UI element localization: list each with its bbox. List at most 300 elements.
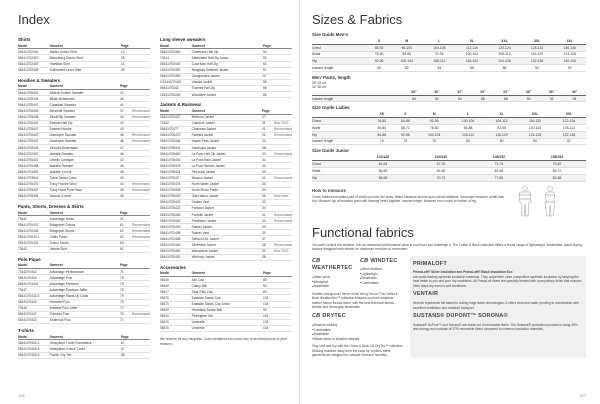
index-column-header: Garment [50, 84, 120, 90]
ventair-logo: VENTAIR [413, 291, 439, 298]
table-row [312, 125, 586, 132]
size-column-header: 40" [563, 89, 586, 95]
model-cell: 05441/70043-1 [18, 234, 50, 240]
measure-title: How to measure [312, 187, 346, 193]
garment-cell: Seabrook Polo [50, 317, 120, 323]
note-cell: Recommand [131, 188, 150, 193]
page-cell: 46 [120, 163, 132, 169]
drytec-text: Stay cool and dry with the Cutter & Buck CB DryTec™ collection. Wicking moisture away from the body for comfort, these garments are designed to conquer heat and humidity. [312, 344, 404, 358]
page-cell: 34 [262, 205, 274, 211]
size-cell: Waist [312, 125, 370, 132]
note-cell [132, 246, 150, 252]
model-cell: 05441/70042 [160, 175, 192, 181]
note-cell [274, 254, 292, 260]
garment-cell: Everest Half Zip [50, 120, 120, 126]
page-cell: 72 [120, 305, 132, 311]
size-column-header: XXL [488, 38, 521, 44]
table-row [312, 167, 586, 174]
index-column-header: Model [18, 210, 50, 216]
female-figure-icon [539, 185, 561, 217]
size-guide-title: Size Guide Ladies [312, 105, 350, 111]
sizes-title: Sizes & Fabrics [312, 12, 403, 27]
page-cell: 47 [120, 108, 132, 114]
model-cell: 05441/705449 [18, 144, 50, 150]
garment-cell: Rainier Vest [192, 230, 262, 236]
index-column-header: Garment [50, 334, 121, 340]
table-row [312, 118, 586, 125]
model-cell: 05440 [160, 277, 192, 283]
size-column-header: 36" [517, 89, 540, 95]
page-cell: 40 [120, 114, 132, 120]
size-cell: Chest [312, 161, 354, 168]
garment-cell: Mission Jacket [192, 175, 262, 181]
feature-item: ● Breathable [312, 284, 356, 288]
size-table [312, 38, 586, 72]
page-cell: 34 [262, 187, 274, 193]
size-column-header: XXL [518, 111, 552, 117]
garment-cell: Hemsted Polo [50, 299, 120, 305]
size-column-header: 4XL [553, 38, 586, 44]
note-cell: Recommand [131, 222, 150, 227]
garment-cell: Ash Cap [192, 277, 263, 283]
garment-cell: Kinnaird Buttermark [50, 144, 120, 150]
index-column-header: Garment [192, 43, 263, 49]
index-column-2 [160, 33, 292, 359]
model-cell: 73442/70442 [18, 269, 50, 275]
table-row [312, 174, 586, 181]
size-table [312, 154, 586, 181]
model-cell: 15441/700474 [160, 181, 192, 187]
model-cell: 05441/705405 [160, 187, 192, 193]
note-cell: Recommand [131, 235, 150, 240]
garment-cell: Blarudberg Denim Shirt [50, 55, 121, 61]
page-cell: 33 [262, 163, 274, 169]
size-column-header: 146/152 [470, 154, 528, 160]
model-cell: 05409 [160, 307, 192, 313]
garment-cell: Advantage Performance [50, 269, 120, 275]
page-cell: 46 [120, 138, 132, 144]
page-cell: 33 [262, 151, 274, 157]
garment-cell: Pinehighte Hat [192, 313, 263, 319]
model-cell: 05441/705405 [18, 108, 50, 114]
model-cell: 05441/700435 [18, 228, 50, 234]
model-cell: 05441/705488 [18, 163, 50, 169]
page-cell: 43 [120, 126, 132, 132]
size-cell: 108-112 [451, 131, 485, 138]
garment-cell: Heavyland T-shirt Roundneck [50, 340, 121, 346]
garment-cell: Rainier Jacket [192, 224, 262, 230]
index-section-title: Hoodies & Sweaters [18, 77, 61, 83]
page-cell: 79 [120, 293, 132, 299]
garment-cell: Fairfield Jacket [192, 132, 262, 138]
size-column-header: 3XL [521, 38, 554, 44]
model-cell: 05441/705402 [160, 199, 192, 205]
garment-cell: North Shore Pants [192, 187, 262, 193]
size-cell: 124-128 [488, 58, 521, 65]
page-number-right: 107 [579, 393, 586, 398]
size-cell: 84-88 [394, 118, 418, 125]
garment-cell: La Push Stretch Jacket [192, 163, 262, 169]
size-column-header: M [390, 38, 423, 44]
garment-cell: Pacific City Tee [50, 352, 121, 358]
size-cell: 84-88 [451, 125, 485, 132]
page-cell: 61 [120, 222, 132, 228]
page-cell: 104 [263, 325, 275, 331]
model-cell: 05441/703427 [160, 114, 192, 120]
size-cell: 122-126 [552, 118, 586, 125]
garment-cell: Tracy Hoodie Wool [50, 181, 120, 187]
size-cell: 92-96 [417, 118, 451, 125]
size-cell: 124-128 [518, 131, 552, 138]
size-cell: 68-72 [394, 125, 418, 132]
size-cell: Waist [312, 51, 368, 58]
size-cell: 108-112 [423, 58, 456, 65]
garment-cell: Silverdale Jacket [192, 242, 262, 248]
garment-cell: Cashy Belt [192, 283, 263, 289]
size-sub: 28" 32 cm [312, 80, 327, 85]
feature-item: ● Breathable [360, 276, 404, 280]
index-column-header: Page [120, 263, 132, 269]
garment-cell: Osalier Vest [192, 199, 262, 205]
fabric-col-2 [410, 256, 586, 358]
page-cell: 34 [262, 157, 274, 163]
garment-cell: Gauguedera Jacket [192, 73, 263, 79]
model-cell: 1/13442/70442 [160, 79, 192, 85]
garment-cell: Solent Shorts [50, 240, 120, 246]
fabric-col-1 [312, 256, 404, 358]
size-cell: 80 [403, 95, 426, 102]
size-cell: 120-124 [488, 44, 521, 51]
size-cell: 104-108 [423, 44, 456, 51]
size-cell: 90 [517, 95, 540, 102]
size-column-header: 30" [426, 89, 449, 95]
size-column-header: 38" [540, 89, 563, 95]
table-row [312, 138, 586, 145]
page-cell: 45 [120, 187, 132, 193]
model-cell: 05441/700440 [160, 61, 192, 67]
index-table [18, 84, 150, 200]
size-cell: 88-92 [368, 44, 391, 51]
size-cell: 92-96 [423, 51, 456, 58]
primaloft-heading: PrimaLoft® Silver Insulation and PrimaLoft® Black Insulation Eco [413, 270, 513, 275]
sorona-text: Sustans® DuPont™ and Sorona® are made out of renewable fibers. The Sustans® production process is using 30% less energy and consists of 37% renewable fibers compared to common insulation materials. [413, 322, 578, 332]
windtec-logo: CB WINDTEC [360, 257, 398, 264]
ladies-size-guide [312, 105, 586, 145]
model-cell: 05441/700400 [160, 254, 192, 260]
garment-cell: Woodslee Jacket [192, 92, 263, 98]
junior-size-guide [312, 148, 586, 181]
size-cell: 96-100 [390, 44, 423, 51]
model-cell: 05441/700440 [160, 242, 192, 248]
model-cell: 05441/702407 [18, 61, 50, 67]
page-cell: 104 [263, 313, 275, 319]
model-cell: 05441/705407 [18, 102, 50, 108]
page-cell: 36 [262, 193, 274, 199]
table-row [312, 51, 586, 58]
garment-cell: Oak Harbor Jacket [192, 193, 262, 199]
index-section-title: Pants, Shorts, Dresses & Skirts [18, 203, 84, 209]
index-column-header: Garment [50, 43, 121, 49]
size-cell: 116-120 [521, 51, 554, 58]
model-cell: 73447 [18, 287, 50, 293]
size-column-header: 28" [403, 89, 426, 95]
garment-cell: Neuglass Softshell Jacket [192, 67, 263, 73]
index-column-header: Page [120, 210, 132, 216]
size-cell: 78 [394, 138, 418, 145]
size-cell: Waist [312, 167, 354, 174]
index-section-title: Long sleeve sweaters [160, 37, 206, 42]
sizes-page [300, 0, 600, 404]
note-cell: New color [274, 193, 292, 199]
garment-cell: Portland Jacket [192, 205, 262, 211]
size-column-header: 3XL [552, 111, 586, 117]
table-row [18, 67, 150, 73]
size-cell: 65-68 [354, 174, 412, 181]
feature-item: ● Allows fabric to breathe naturally [312, 337, 404, 341]
model-cell: 05441/705454 [18, 193, 50, 199]
size-cell: 90 [521, 65, 554, 72]
size-cell: Hip [312, 131, 370, 138]
model-cell: 05441/703497 [18, 169, 50, 175]
page-cell: 47 [120, 144, 132, 150]
size-cell: 80 [368, 65, 391, 72]
size-cell: Hip [312, 174, 354, 181]
index-column-header: Model [18, 263, 50, 269]
page-cell: 78 [120, 287, 132, 293]
male-figure-icon [514, 185, 536, 217]
model-cell: 05441/70440 [160, 85, 192, 91]
garment-cell: Pendleton Jacket [192, 218, 262, 224]
index-table [160, 108, 292, 261]
size-cell: 84-88 [390, 51, 423, 58]
page-cell: 33 [262, 138, 274, 144]
page-cell: 68 [121, 352, 133, 358]
page-cell: 62 [120, 228, 132, 234]
garment-cell: Viscula Jacket [192, 79, 263, 85]
size-cell: 73-76 [470, 161, 528, 168]
page-cell: 71 [120, 269, 132, 275]
size-cell: 100-104 [390, 58, 423, 65]
index-section-title: Polo Pique [18, 256, 41, 262]
size-cell: 100-104 [456, 51, 489, 58]
index-column-header: Model [18, 334, 50, 340]
model-cell: 05441/702408 [160, 230, 192, 236]
garment-cell: Coca Mac Half Zip [192, 61, 263, 67]
page-cell: 57 [263, 73, 275, 79]
model-cell: 05470 [160, 295, 192, 301]
ventair-text: Vent Air represents the lasted in cutting edge fabric technologies. It offers wind and water proofing in combination with excellent ventilation and moisture transport. [413, 301, 579, 310]
size-cell: 84 [448, 95, 471, 102]
page-cell: 12 [121, 49, 133, 55]
garment-cell: Varsum V-neck [50, 193, 120, 199]
men-size-guide [312, 32, 586, 72]
model-cell: 05441/705403 [18, 90, 50, 96]
size-cell: 80 [451, 138, 485, 145]
garment-cell: Stetson Ltd. Jacket [192, 236, 262, 242]
size-cell: 94 [563, 95, 586, 102]
note-cell: Recommand [131, 312, 150, 317]
page-cell: 09 [121, 67, 133, 73]
model-cell: 05441/702400 [18, 49, 50, 55]
size-cell: 116-120 [456, 58, 489, 65]
page-cell: 46 [120, 96, 132, 102]
table-row [312, 58, 586, 65]
size-column-header: XS [370, 111, 394, 117]
note-cell: Recommand [131, 133, 150, 138]
size-column-header: S [368, 38, 391, 44]
garment-cell: Trace Denim Crew [50, 175, 120, 181]
page-cell: 56 [263, 85, 275, 91]
drytec-logo: CB DRYTEC [312, 313, 346, 320]
page-cell: 30 [262, 224, 274, 230]
page-cell: 43 [120, 120, 132, 126]
page-cell: 39 [262, 169, 274, 175]
size-cell: 84-88 [370, 131, 394, 138]
primaloft-logo: PRIMALOFT [413, 260, 447, 267]
index-column-header: Page [120, 84, 132, 90]
page-cell: 44 [120, 181, 132, 187]
model-cell: 05441/70440 [18, 299, 50, 305]
model-cell: 05441/705437 [18, 187, 50, 193]
model-cell: 05441/705421 [18, 157, 50, 163]
note-cell: Recommand [131, 115, 150, 120]
index-column-header: Page [263, 43, 275, 49]
size-cell: 80 [518, 138, 552, 145]
model-cell: 05441/705444 [18, 96, 50, 102]
size-cell: 92-96 [485, 125, 518, 132]
garment-cell: Gascoyne Sweater [50, 138, 120, 144]
size-column-header: 158/164 [528, 154, 586, 160]
model-cell: 05441/70442-3 [18, 293, 50, 299]
weathertec-features [312, 275, 356, 288]
model-cell: 05441/705447 [18, 132, 50, 138]
garment-cell: Bridgeport Shorts [50, 228, 120, 234]
model-cell: 15441/700450 [160, 67, 192, 73]
sorona-logo: SUSTANS® DUPONT™ SORONA® [413, 313, 508, 319]
model-cell: 05441/705409 [160, 193, 192, 199]
size-cell: 76-80 [370, 118, 394, 125]
size-cell: Hip [312, 58, 368, 65]
garment-cell: Thames Half Zip [192, 85, 263, 91]
index-column-header: Page [262, 108, 274, 114]
size-column-header: 34" [494, 89, 517, 95]
index-table [18, 210, 150, 253]
note-cell [275, 325, 292, 331]
garment-cell: Brewers Polo Jaffer [50, 305, 120, 311]
index-table [18, 334, 150, 359]
model-cell: 05441/702410 [18, 55, 50, 61]
model-cell: 05441/70450-3 [18, 340, 50, 346]
size-cell: 82 [552, 138, 586, 145]
size-guide-title: Size Guide Men's [312, 32, 348, 37]
note-cell [132, 193, 150, 199]
index-column-header: Page [121, 43, 133, 49]
page-cell: 75 [120, 281, 132, 287]
size-cell: 76 [370, 138, 394, 145]
size-cell: 76-80 [368, 51, 391, 58]
model-cell: 73446 [18, 305, 50, 311]
functional-title: Functional fabrics [312, 224, 414, 240]
table-row [18, 246, 150, 252]
garment-cell: North Water Jacket [192, 181, 262, 187]
page-cell: 38 [262, 242, 274, 248]
model-cell: 05441/705470 [160, 132, 192, 138]
model-cell: 05441/705424 [160, 169, 192, 175]
note-cell: Recommand [273, 243, 292, 248]
model-cell: 05441/705441 [160, 144, 192, 150]
page-cell: 55 [263, 79, 275, 85]
size-cell: Inseam length [312, 138, 370, 145]
size-cell: 82 [390, 65, 423, 72]
index-table [160, 43, 292, 98]
model-cell: 05441/70450-8 [18, 346, 50, 352]
index-column-header: Garment [192, 271, 263, 277]
feature-item: ● Breathable [312, 332, 404, 336]
garment-cell: Hayes Peak Jacket [192, 138, 262, 144]
page-cell: 42 [120, 157, 132, 163]
page-cell: 104 [263, 295, 275, 301]
model-cell: 05441/702407 [18, 151, 50, 157]
model-cell: 05441/705445 [18, 114, 50, 120]
model-cell: 05441/702450 [160, 73, 192, 79]
size-cell: 82 [426, 95, 449, 102]
note-cell: Recommand [273, 175, 292, 180]
index-column-header: Garment [192, 108, 262, 114]
page-title: Index [18, 12, 50, 27]
index-column-header: Model [160, 43, 192, 49]
size-cell: 77-80 [470, 174, 528, 181]
size-cell: 56-59 [354, 167, 412, 174]
feature-item: ● Comfortable [360, 281, 404, 285]
garment-cell: Gascoyne Sweater [50, 132, 120, 138]
garment-cell: Advantage Stand-Up Collar [50, 293, 120, 299]
garment-cell: Advantage Dress [50, 216, 120, 222]
model-cell: 05441/705402 [18, 120, 50, 126]
page-cell: 71 [120, 317, 132, 323]
size-cell: 108-112 [552, 125, 586, 132]
page-cell: 31 [262, 132, 274, 138]
page-cell: 11 [121, 61, 133, 67]
page-cell: 41 [262, 175, 274, 181]
page-number-left: 106 [18, 393, 25, 398]
garment-cell: Cabin Pants [50, 234, 120, 240]
garment-cell: Eastside Sands Cap Junior [192, 301, 263, 307]
index-column-header: Model [18, 43, 50, 49]
page-cell: 38 [262, 254, 274, 260]
page-cell: 62 [120, 234, 132, 240]
size-sub: 34" 86 cm [312, 84, 327, 89]
table-row [312, 161, 586, 168]
index-column-header: Model [160, 271, 192, 277]
garment-cell: Advantage Polo [50, 275, 120, 281]
model-cell: 05441/702408 [160, 236, 192, 242]
size-cell: Chest [312, 44, 368, 51]
size-cell: 100-104 [518, 125, 552, 132]
model-cell: 05440 [160, 283, 192, 289]
size-cell: 100-104 [451, 118, 485, 125]
size-cell: 76-80 [417, 125, 451, 132]
weathertec-logo: CBWEATHERTEC [312, 257, 353, 272]
size-cell: 132-136 [521, 58, 554, 65]
size-cell: 63-66 [470, 167, 528, 174]
weathertec-text: Sudden downpours? Never mind! Bring 'em on! The Cutter & Buck WeatherTec™ collection ensures you from whatever mother nature throws down, with the best technical fabrics – flexible and thoroughly breathable. [312, 291, 398, 309]
model-cell: 05441/70450-5 [18, 352, 50, 358]
size-cell: 112-116 [456, 44, 489, 51]
table-row [312, 95, 586, 102]
garment-cell: Lenelin Cardigan [50, 157, 120, 163]
page-cell: 42 [120, 90, 132, 96]
size-cell: 92 [540, 95, 563, 102]
